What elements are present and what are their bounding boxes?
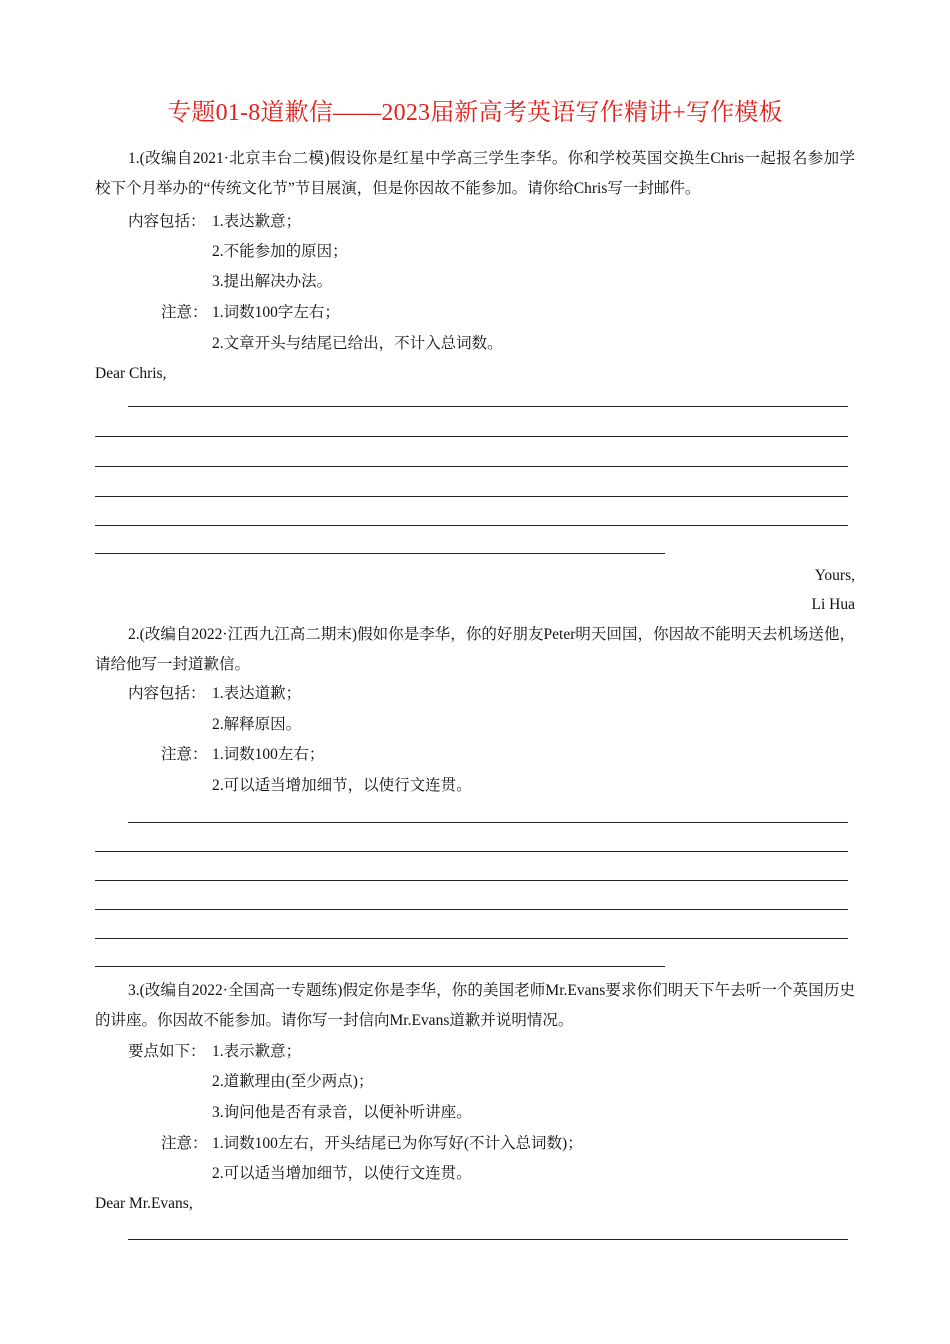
q3-note-1: 1.词数100左右，开头结尾已为你写好(不计入总词数)； (212, 1135, 583, 1152)
q1-item-3: 3.提出解决办法。 (212, 273, 333, 290)
q2-note-1: 1.词数100左右； (212, 746, 325, 763)
q1-closing: Yours, (814, 567, 855, 584)
writing-line (128, 1239, 848, 1240)
writing-line (95, 966, 665, 967)
writing-line (95, 496, 848, 497)
q3-salutation: Dear Mr.Evans, (95, 1195, 193, 1212)
q2-note-label: 注意： (161, 746, 208, 763)
q3-content-label: 要点如下： (128, 1043, 206, 1060)
q3-note-2: 2.可以适当增加细节，以使行文连贯。 (212, 1165, 472, 1182)
writing-line (95, 466, 848, 467)
writing-line (95, 553, 665, 554)
question-1-text: 1.(改编自2021·北京丰台二模)假设你是红星中学高三学生李华。你和学校英国交换生Chris一起报名参加学校下个月举办的“传统文化节”节目展演，但是你因故不能参加。请你给Chris写一封邮件。 (95, 150, 855, 197)
q1-note-1: 1.词数100字左右； (212, 304, 340, 321)
q1-item-1: 1.表达歉意； (212, 213, 302, 230)
question-3-text: 3.(改编自2022·全国高一专题练)假定你是李华，你的美国老师Mr.Evans要求你们明天下午去听一个英国历史的讲座。你因故不能参加。请你写一封信向Mr.Evans道歉并说明情况。 (95, 982, 855, 1029)
q1-salutation: Dear Chris, (95, 365, 167, 382)
writing-line (95, 436, 848, 437)
page-title: 专题01-8道歉信——2023届新高考英语写作精讲+写作模板 (167, 100, 783, 126)
q2-content-label: 内容包括： (128, 685, 206, 702)
writing-line (128, 822, 848, 823)
q3-item-3: 3.询问他是否有录音，以便补听讲座。 (212, 1104, 472, 1121)
writing-line (95, 938, 848, 939)
q1-signature: Li Hua (811, 596, 855, 613)
q2-item-2: 2.解释原因。 (212, 716, 302, 733)
writing-line (95, 880, 848, 881)
writing-line (95, 851, 848, 852)
writing-line (95, 909, 848, 910)
q3-item-1: 1.表示歉意； (212, 1043, 302, 1060)
writing-line (128, 406, 848, 407)
q1-note-label: 注意： (161, 304, 208, 321)
writing-line (95, 525, 848, 526)
q3-item-2: 2.道歉理由(至少两点)； (212, 1073, 374, 1090)
q2-item-1: 1.表达道歉； (212, 685, 302, 702)
q1-note-2: 2.文章开头与结尾已给出，不计入总词数。 (212, 335, 503, 352)
q1-item-2: 2.不能参加的原因； (212, 243, 348, 260)
q1-content-label: 内容包括： (128, 213, 206, 230)
question-2-text: 2.(改编自2022·江西九江高二期末)假如你是李华，你的好朋友Peter明天回国，你因故不能明天去机场送他，请给他写一封道歉信。 (95, 626, 855, 673)
q2-note-2: 2.可以适当增加细节，以使行文连贯。 (212, 777, 472, 794)
q3-note-label: 注意： (161, 1135, 208, 1152)
